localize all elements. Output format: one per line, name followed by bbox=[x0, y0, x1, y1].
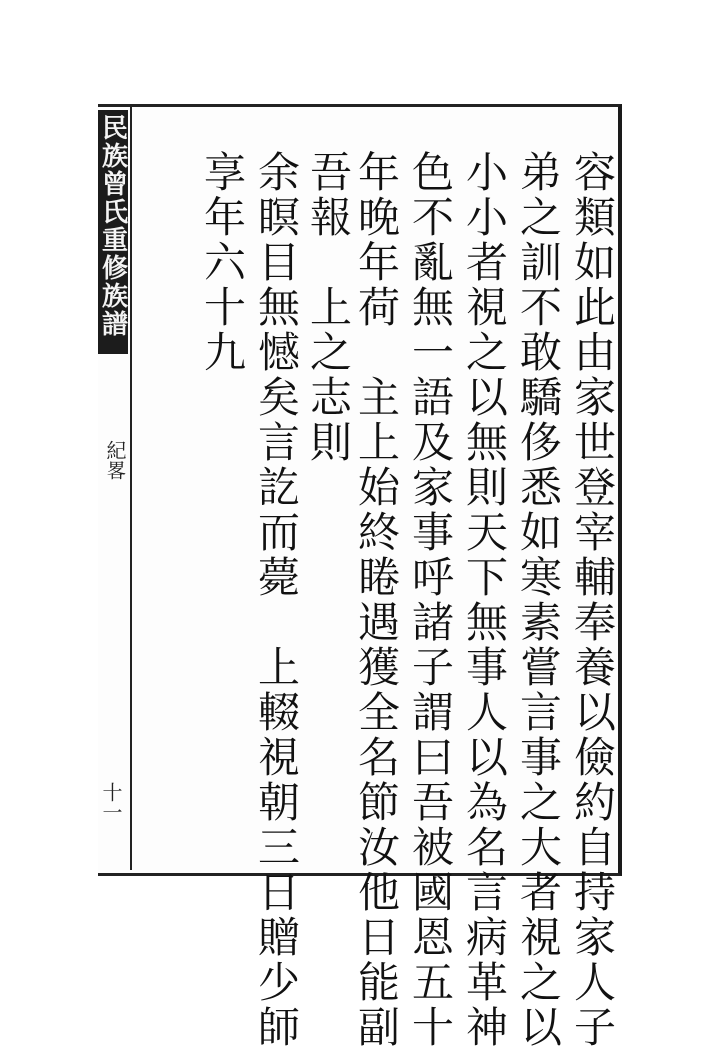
spine-section-label: 紀畧 bbox=[103, 440, 127, 480]
text-column-4: 色不亂無一語及家事呼諸子謂曰吾被國恩五十 bbox=[406, 150, 455, 1050]
spine-title: 民族曾氏重修族譜 bbox=[98, 110, 128, 354]
text-column-2: 弟之訓不敢驕侈悉如寒素嘗言事之大者視之以 bbox=[514, 150, 563, 1050]
text-column-1: 容類如此由家世登宰輔奉養以儉約自持家人子 bbox=[568, 150, 617, 1050]
text-column-5: 年晚年荷 主上始終睠遇獲全名節汝他日能副 bbox=[352, 150, 401, 1050]
text-column-8: 享年六十九 bbox=[198, 150, 247, 375]
text-column-3: 小小者視之以無則天下無事人以為名言病革神 bbox=[460, 150, 509, 1050]
text-column-6: 吾報 上之志則 bbox=[304, 150, 353, 465]
page-number: 十一 bbox=[99, 782, 123, 822]
text-column-7: 余瞑目無憾矣言訖而薨 上輟視朝三日贈少師 bbox=[252, 150, 301, 1050]
